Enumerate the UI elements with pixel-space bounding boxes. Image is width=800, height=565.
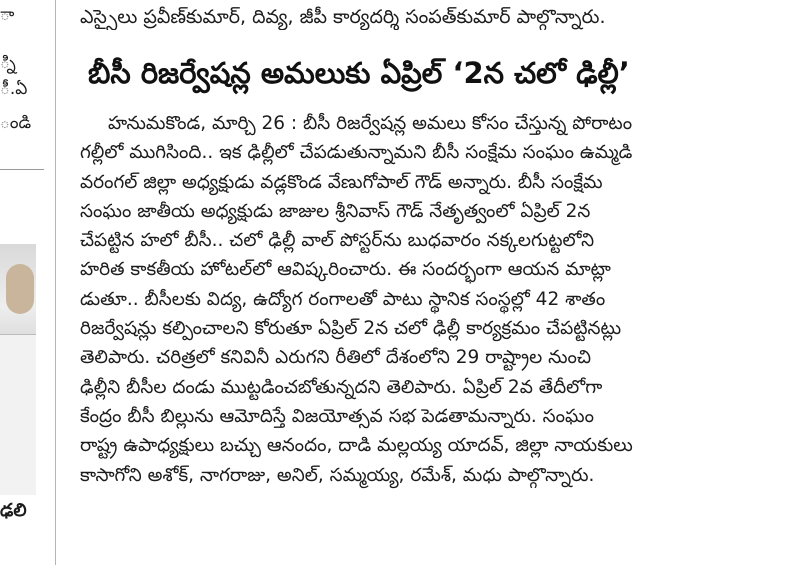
photo-face: [6, 264, 34, 314]
left-column-rule: [0, 169, 44, 170]
left-column-line: ్ని: [0, 53, 16, 73]
article-line: వరంగల్ జిల్లా అధ్యక్షుడు వడ్లకొండ వేణుగోపాల్ గౌడ్ అన్నారు. బీసీ సంక్షేమ: [80, 171, 603, 193]
article-line: సంఘం జాతీయ అధ్యక్షుడు జాజుల శ్రీనివాస్ గౌడ్ నేతృత్వంలో ఏప్రిల్ 2న: [80, 200, 591, 222]
previous-article-end: [80, 0, 795, 30]
article-line: గల్లీలో ముగిసింది.. ఇక ఢిల్లీలో చేపడుతున్నామని బీసీ సంక్షేమ సంఘం ఉమ్మడి: [80, 142, 633, 164]
article-line: చేపట్టిన హలో బీసీ.. చలో ఢిల్లీ వాల్ పోస్టర్‌ను బుధవారం నక్కలగుట్టలోని: [80, 230, 595, 252]
article-headline: బీసీ రిజర్వేషన్ల అమలుకు ఏప్రిల్ ‘2న చలో ఢిల్లీ’: [88, 56, 630, 90]
article-line: కేంద్రం బీసీ బిల్లును ఆమోదిస్తే విజయోత్సవ సభ పెడతామన్నారు. సంఘం: [80, 405, 594, 427]
left-column-line: ా: [0, 5, 15, 25]
previous-article-partial-line: [80, 0, 795, 4]
article-line: కాసాగోని అశోక్, నాగరాజు, అనిల్, సమ్మయ్య, రమేశ్, మధు పాల్గొన్నారు.: [80, 464, 595, 486]
left-column-clipping: [0, 0, 52, 565]
article-line: రాష్ట్ర ఉపాధ్యక్షులు బచ్చు ఆనందం, దాడి మల్లయ్య యాదవ్, జిల్లా నాయకులు: [80, 435, 633, 457]
person-photo: [0, 244, 36, 494]
article-line: రిజర్వేషన్లు కల్పించాలని కోరుతూ ఏప్రిల్ 2న చలో ఢిల్లీ కార్యక్రమం చేపట్టినట్లు: [80, 318, 622, 340]
article-line: హనుమకొండ, మార్చి 26 : బీసీ రిజర్వేషన్ల అమలు కోసం చేస్తున్న పోరాటం: [108, 113, 633, 134]
article-line: డుతూ.. బీసీలకు విద్య, ఉద్యోగ రంగాలతో పాటు స్థానిక సంస్థల్లో 42 శాతం: [80, 288, 606, 310]
article-line: తెలిపారు. చరిత్రలో కనివినీ ఎరుగని రీతిలో దేశంలోని 29 రాష్ట్రాల నుంచి: [80, 347, 592, 369]
previous-article-closing-line: ఎస్సైలు ప్రవీణ్‌కుమార్, దివ్య, జీపీ కార్యదర్శి సంపత్‌కుమార్ పాల్గొన్నారు.: [80, 6, 606, 28]
left-column-line: ీ.ఏ: [0, 79, 28, 99]
column-divider: [55, 0, 56, 565]
article-body: [80, 109, 795, 490]
photo-shirt: [0, 334, 36, 495]
photo-caption-fragment: ఢలి: [0, 500, 27, 521]
left-column-line: ండి: [0, 113, 32, 133]
article-line: హరిత కాకతీయ హోటల్‌లో ఆవిష్కరించారు. ఈ సందర్భంగా ఆయన మాట్లా: [80, 259, 611, 281]
article-line: ఢిల్లీని బీసీల దండు ముట్టడించబోతున్నదని తెలిపారు. ఏప్రిల్ 2వ తేదీలోగా: [80, 376, 603, 398]
